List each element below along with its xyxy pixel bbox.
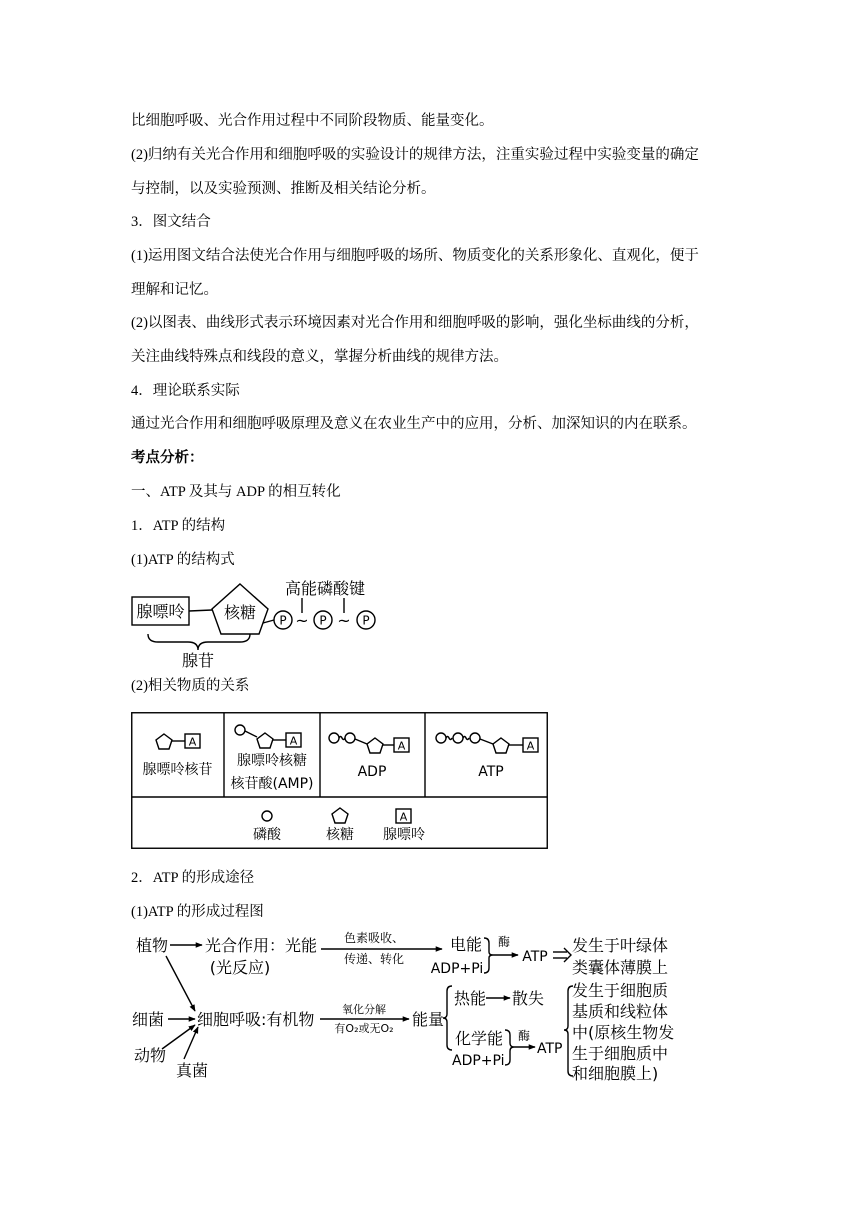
adp-pi-label: ADP+Pi	[452, 1053, 505, 1069]
respiration-site-line-1: 发生于细胞质	[572, 981, 669, 1000]
atp-formation-diagram	[128, 928, 690, 1088]
substance-relation-table	[131, 712, 549, 850]
cell-label-line-2: 核苷酸(AMP)	[230, 776, 314, 792]
right-brace-icon	[505, 1030, 514, 1065]
atp-label: ATP	[537, 1041, 563, 1057]
text-line-2: (2)归纳有关光合作用和细胞呼吸的实验设计的规律方法，注重实验过程中实验变量的确定	[131, 147, 699, 163]
table-cell-atp	[436, 733, 538, 780]
respiration-site-line-5: 和细胞膜上)	[572, 1064, 659, 1083]
ribose-pentagon-icon	[493, 738, 509, 753]
resp-arrow-bottom-label: 有O₂或无O₂	[334, 1022, 394, 1035]
text-line-7: (2)以图表、曲线形式表示环境因素对光合作用和细胞呼吸的影响，强化坐标曲线的分析，	[131, 315, 699, 331]
respiration-label: 细胞呼吸:有机物	[197, 1010, 315, 1029]
legend-adenine: 腺嘌呤	[383, 827, 425, 843]
plant-label: 植物	[135, 936, 169, 955]
subheading-structural-formula: (1)ATP 的结构式	[131, 552, 235, 568]
adenine-symbol: A	[188, 735, 197, 749]
light-reaction-label: (光反应)	[209, 958, 271, 977]
topic-heading-atp: 一、ATP 及其与 ADP 的相互转化	[131, 484, 341, 500]
phosphate-circle-icon	[345, 733, 355, 743]
atp-structure-diagram	[128, 576, 378, 671]
cell-label-line-1: 腺嘌呤核糖	[237, 753, 307, 769]
phosphate-symbol: P	[319, 613, 327, 628]
enzyme-label: 酶	[497, 935, 511, 949]
chloroplast-site-line-2: 类囊体薄膜上	[572, 958, 669, 977]
high-energy-bond-icon	[446, 737, 452, 740]
text-line-5: (1)运用图文结合法使光合作用与细胞呼吸的场所、物质变化的关系形象化、直观化，便于	[131, 248, 699, 264]
double-arrow-icon	[553, 948, 571, 962]
animal-label: 动物	[133, 1046, 167, 1065]
phosphate-circle-icon	[436, 733, 446, 743]
cell-label: ADP	[357, 764, 387, 780]
section-heading-4: 4．理论联系实际	[131, 383, 240, 399]
adenine-symbol: A	[397, 739, 406, 753]
photo-arrow-bottom-label: 传递、转化	[343, 952, 405, 966]
respiration-site-line-2: 基质和线粒体	[572, 1002, 669, 1021]
phosphate-circle-icon	[470, 733, 480, 743]
chemical-energy-label: 化学能	[455, 1029, 504, 1048]
high-energy-bond-icon	[463, 737, 469, 740]
electric-energy-label: 电能	[449, 935, 483, 954]
bacteria-label: 细菌	[131, 1010, 165, 1029]
adenine-symbol: A	[526, 739, 535, 753]
phosphate-circle-icon	[262, 811, 272, 821]
phosphate-circle-icon	[329, 733, 339, 743]
enzyme-label: 酶	[517, 1029, 531, 1043]
adenosine-label: 腺苷	[181, 651, 215, 670]
high-energy-bond-tilde: ~	[337, 611, 351, 630]
legend-phosphate: 磷酸	[253, 827, 281, 843]
phosphate-symbol: P	[362, 613, 370, 628]
right-brace-icon	[484, 938, 493, 973]
resp-arrow-top-label: 氧化分解	[342, 1003, 386, 1016]
text-line-6: 理解和记忆。	[131, 282, 218, 298]
text-line-10: 通过光合作用和细胞呼吸原理及意义在农业生产中的应用，分析、加深知识的内在联系。	[131, 416, 697, 432]
chloroplast-site-line-1: 发生于叶绿体	[572, 936, 669, 955]
phosphate-circle-icon	[453, 733, 463, 743]
text-line-8: 关注曲线特殊点和线段的意义，掌握分析曲线的规律方法。	[131, 349, 508, 365]
adenine-ribose-bond	[189, 610, 212, 611]
subheading-atp-structure: 1．ATP 的结构	[131, 518, 226, 534]
adenosine-brace	[148, 634, 250, 650]
ribose-label: 核糖	[223, 603, 257, 622]
high-energy-bond-tilde: ~	[295, 611, 309, 630]
phosphate-symbol: P	[279, 613, 287, 628]
dissipate-label: 散失	[512, 989, 545, 1008]
cell-label: ATP	[478, 764, 504, 780]
ribose-pentagon-icon	[332, 808, 348, 823]
adenine-symbol: A	[289, 734, 298, 748]
photosynthesis-label: 光合作用：光能	[205, 936, 318, 955]
bond-line	[245, 731, 257, 737]
table-cell-adp	[329, 733, 409, 780]
adenine-label: 腺嘌呤	[136, 602, 185, 621]
photo-arrow-top-label: 色素吸收、	[343, 931, 405, 945]
adenine-symbol: A	[399, 810, 408, 824]
bond-line	[480, 739, 493, 744]
text-line-1: 比细胞呼吸、光合作用过程中不同阶段物质、能量变化。	[131, 113, 494, 129]
subheading-formation-diagram: (1)ATP 的形成过程图	[131, 904, 264, 920]
phosphate-circle-icon	[235, 725, 245, 735]
fungi-label: 真菌	[175, 1061, 209, 1080]
ribose-pentagon-icon	[156, 734, 172, 749]
respiration-site-line-4: 生于细胞质中	[572, 1044, 669, 1063]
subheading-atp-formation: 2．ATP 的形成途径	[131, 870, 255, 886]
table-legend-row	[253, 808, 425, 843]
legend-ribose: 核糖	[326, 827, 354, 843]
high-energy-bond-icon	[339, 737, 345, 740]
heat-energy-label: 热能	[454, 989, 487, 1008]
ribose-pentagon-icon	[257, 733, 273, 748]
left-brace-icon	[443, 986, 452, 1050]
section-heading-3: 3．图文结合	[131, 214, 211, 230]
ribose-phosphate-bond	[263, 620, 274, 623]
text-line-3: 与控制，以及实验预测、推断及相关结论分析。	[131, 181, 436, 197]
high-energy-bond-label: 高能磷酸键	[284, 579, 366, 598]
table-cell-adenosine	[143, 734, 213, 778]
cell-label: 腺嘌呤核苷	[142, 762, 213, 778]
respiration-site-line-3: 中(原核生物发	[572, 1023, 675, 1042]
ribose-pentagon-icon	[367, 738, 383, 753]
energy-label: 能量	[412, 1010, 445, 1029]
table-cell-amp	[230, 725, 313, 792]
atp-label: ATP	[522, 949, 548, 965]
adp-pi-label: ADP+Pi	[430, 961, 484, 977]
analysis-heading: 考点分析：	[131, 450, 204, 466]
plant-to-respiration-arrow	[166, 956, 195, 1011]
bond-line	[355, 739, 367, 744]
subheading-substance-relation: (2)相关物质的关系	[131, 678, 250, 694]
